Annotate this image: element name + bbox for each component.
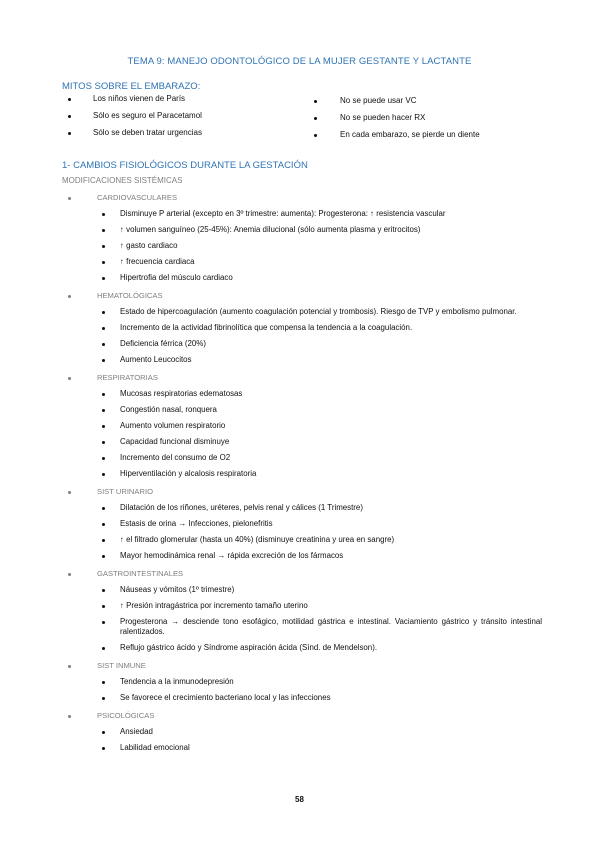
list-item-text: En cada embarazo, se pierde un diente [340,130,480,139]
list-item: Capacidad funcional disminuye [62,437,542,447]
list-item: Disminuye P arterial (excepto en 3º trimestre: aumenta): Progesterona: ↑ resistencia vascular [62,209,542,219]
category-heading: GASTROINTESTINALES [62,569,542,585]
myths-right-column [312,96,480,147]
bullet-icon [102,473,105,476]
bullet-icon [102,229,105,232]
bullet-icon [102,441,105,444]
list-item: Reflujo gástrico ácido y Síndrome aspiración ácida (Sínd. de Mendelson). [62,643,542,653]
bullet-icon [102,681,105,684]
bullet-icon [68,665,71,668]
bullet-icon [102,647,105,650]
list-item: Dilatación de los riñones, uréteres, pelvis renal y cálices (1 Trimestre) [62,503,542,513]
category-heading: SIST INMUNE [62,661,542,677]
list-item: ↑ frecuencia cardiaca [62,257,542,267]
myths-heading: MITOS SOBRE EL EMBARAZO: [62,81,201,92]
list-item: Mucosas respiratorias edematosas [62,389,542,399]
list-item: Estasis de orina → Infecciones, pielonefritis [62,519,542,529]
bullet-icon [68,197,71,200]
list-item [312,113,480,130]
bullet-icon [102,523,105,526]
bullet-icon [102,409,105,412]
list-item: Deficiencia férrica (20%) [62,339,542,349]
category-heading: CARDIOVASCULARES [62,193,542,209]
bullet-icon [102,359,105,362]
bullet-icon [314,134,317,137]
bullet-icon [102,457,105,460]
bullet-icon [68,377,71,380]
list-item [312,96,480,113]
page-number: 58 [295,795,304,804]
list-item: Congestión nasal, ronquera [62,405,542,415]
list-item: Hipertrofia del músculo cardiaco [62,273,542,283]
list-item: Aumento Leucocitos [62,355,542,365]
bullet-icon [102,697,105,700]
bullet-icon [68,295,71,298]
list-item [312,130,480,147]
bullet-icon [102,539,105,542]
list-item: Hiperventilación y alcalosis respiratoria [62,469,542,479]
bullet-icon [102,277,105,280]
bullet-icon [68,491,71,494]
bullet-icon [102,393,105,396]
list-item-text: Sólo se deben tratar urgencias [93,128,202,137]
bullet-icon [68,98,71,101]
list-item: ↑ gasto cardiaco [62,241,542,251]
bullet-icon [314,117,317,120]
section-subheading: MODIFICACIONES SISTÉMICAS [62,176,183,185]
list-item: Tendencia a la inmunodepresión [62,677,542,687]
list-item: Labilidad emocional [62,743,542,753]
list-item-text: No se puede usar VC [340,96,417,105]
list-item-text: Sólo es seguro el Paracetamol [93,111,202,120]
list-item: Incremento del consumo de O2 [62,453,542,463]
myths-left-column [62,94,202,145]
list-item-text: No se pueden hacer RX [340,113,426,122]
category-heading: SIST URINARIO [62,487,542,503]
bullet-icon [102,425,105,428]
category-heading: HEMATOLÓGICAS [62,291,542,307]
bullet-icon [102,605,105,608]
bullet-icon [102,589,105,592]
categories-list [62,193,542,759]
list-item: Se favorece el crecimiento bacteriano local y las infecciones [62,693,542,703]
bullet-icon [68,115,71,118]
list-item [62,111,202,128]
category-heading: RESPIRATORIAS [62,373,542,389]
bullet-icon [102,343,105,346]
bullet-icon [102,327,105,330]
list-item: Estado de hipercoagulación (aumento coagulación potencial y trombosis). Riesgo de TVP y embolismo pulmonar. [62,307,542,317]
list-item-text: Los niños vienen de París [93,94,186,103]
bullet-icon [102,621,105,624]
list-item [62,128,202,145]
bullet-icon [102,245,105,248]
bullet-icon [68,573,71,576]
bullet-icon [102,555,105,558]
page-title: TEMA 9: MANEJO ODONTOLÓGICO DE LA MUJER GESTANTE Y LACTANTE [127,56,472,67]
bullet-icon [102,507,105,510]
list-item: Progesterona → desciende tono esofágico, motilidad gástrica e intestinal. Vaciamiento gástrico y tránsito intestinal ralentizados. [62,617,542,637]
bullet-icon [102,731,105,734]
list-item [62,94,202,111]
bullet-icon [314,100,317,103]
list-item: Incremento de la actividad fibrinolítica que compensa la tendencia a la coagulación. [62,323,542,333]
list-item: Mayor hemodinámica renal → rápida excreción de los fármacos [62,551,542,561]
bullet-icon [68,715,71,718]
bullet-icon [68,132,71,135]
list-item: ↑ volumen sanguíneo (25-45%): Anemia dilucional (sólo aumenta plasma y eritrocitos) [62,225,542,235]
section-heading: 1- CAMBIOS FISIOLÓGICOS DURANTE LA GESTACIÓN [62,160,308,171]
list-item: Náuseas y vómitos (1º trimestre) [62,585,542,595]
bullet-icon [102,747,105,750]
bullet-icon [102,311,105,314]
list-item: ↑ Presión intragástrica por incremento tamaño uterino [62,601,542,611]
bullet-icon [102,213,105,216]
list-item: Ansiedad [62,727,542,737]
bullet-icon [102,261,105,264]
category-heading: PSICOLÓGICAS [62,711,542,727]
list-item: Aumento volumen respiratorio [62,421,542,431]
list-item: ↑ el filtrado glomerular (hasta un 40%) (disminuye creatinina y urea en sangre) [62,535,542,545]
